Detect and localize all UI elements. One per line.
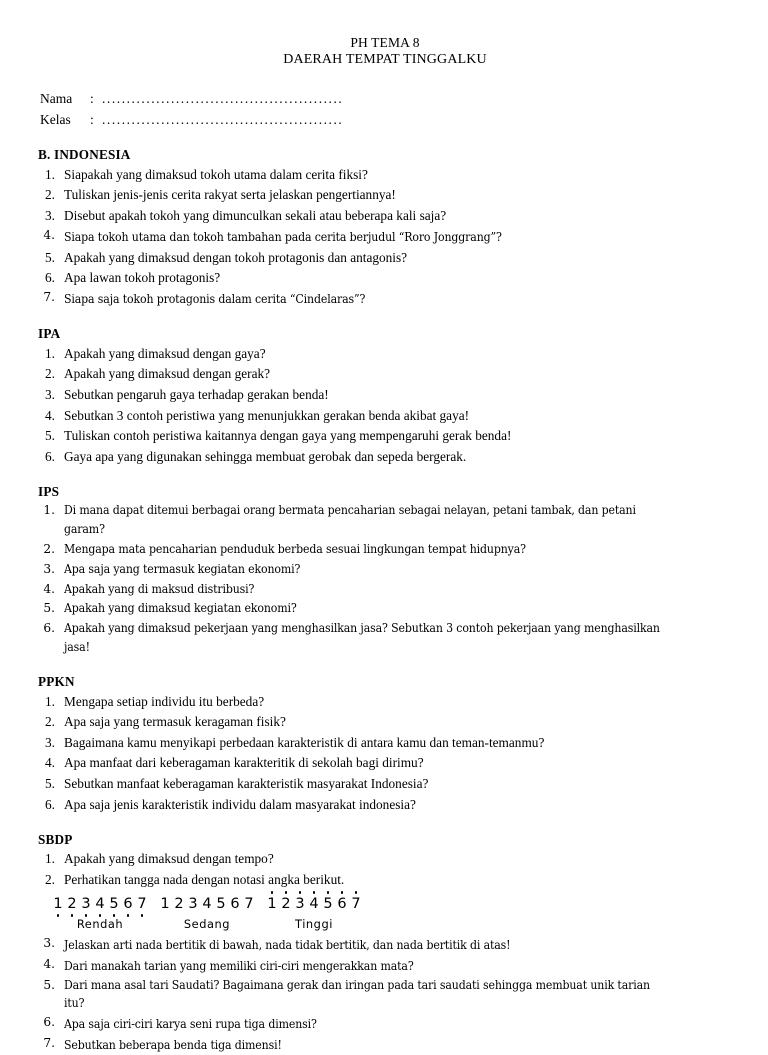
note-digit-value: 5 <box>216 895 226 912</box>
question-number: 6. <box>45 796 55 812</box>
octave-digits <box>159 897 255 912</box>
note-digit-value: 2 <box>174 895 184 912</box>
question-item <box>38 976 732 1013</box>
question-item <box>38 205 732 226</box>
section-title: B. INDONESIA <box>38 147 131 163</box>
question-text <box>64 619 732 656</box>
octave-labels <box>52 917 732 931</box>
note-digit <box>280 897 292 912</box>
note-digit-value: 7 <box>244 895 254 912</box>
question-text <box>64 289 732 309</box>
octave-digits <box>52 897 148 912</box>
question-number: 3. <box>45 734 55 750</box>
octave-dot-below <box>127 914 129 916</box>
question-text: Sebutkan pengaruh gaya terhadap gerakan benda! <box>64 386 329 402</box>
question-item <box>38 226 732 247</box>
question-text <box>64 1035 732 1055</box>
question-text <box>64 560 732 579</box>
note-digit-value: 6 <box>123 895 133 912</box>
section-title: IPA <box>38 326 61 342</box>
question-text: Apakah yang dimaksud dengan tempo? <box>64 851 274 867</box>
question-item <box>38 343 732 364</box>
octave-dot-above <box>285 891 287 893</box>
octave-dot-below <box>113 914 115 916</box>
document-title-line-2: DAERAH TEMPAT TINGGALKU <box>283 52 487 68</box>
note-digit <box>52 897 64 912</box>
question-number: 1. <box>43 503 55 518</box>
question-number: 2. <box>45 366 55 382</box>
question-number: 7. <box>43 289 55 304</box>
question-item <box>38 1034 732 1055</box>
question-number: 4. <box>43 956 55 971</box>
question-item <box>38 794 732 815</box>
identity-colon: : <box>90 91 94 107</box>
octave-dot-above <box>341 891 343 893</box>
question-number: 3. <box>43 935 55 950</box>
octave-dot-below <box>141 914 143 916</box>
note-digit <box>336 897 348 912</box>
note-digit <box>187 897 199 912</box>
note-digit-value: 1 <box>160 895 170 912</box>
note-digit-value: 4 <box>202 895 212 912</box>
section-ips <box>38 484 732 657</box>
octave-label-tinggi: Tinggi <box>295 917 333 932</box>
note-digit-value: 4 <box>95 895 105 912</box>
question-text-inner: Apa saja ciri-ciri karya seni rupa tiga dimensi? <box>64 1016 317 1031</box>
identity-fill-line[interactable]: ................................................. <box>102 91 344 107</box>
note-digit <box>322 897 334 912</box>
question-list <box>38 343 732 467</box>
note-digit <box>229 897 241 912</box>
section-ppkn <box>38 674 732 815</box>
question-text <box>64 227 732 247</box>
question-text <box>64 501 732 538</box>
question-number: 4. <box>45 755 55 771</box>
octave-group-tinggi <box>266 897 362 912</box>
note-digit <box>266 897 278 912</box>
identity-fields <box>40 89 732 130</box>
question-item <box>38 579 732 599</box>
sections-container <box>38 147 732 1055</box>
octave-dot-above <box>271 891 273 893</box>
note-digit-value: 5 <box>323 895 333 912</box>
notation-diagram <box>52 897 732 932</box>
section-title: SBDP <box>38 831 73 847</box>
note-digit-value: 5 <box>109 895 119 912</box>
question-list <box>38 934 732 1055</box>
note-digit <box>243 897 255 912</box>
note-digit <box>66 897 78 912</box>
question-text-inner: Mengapa mata pencaharian penduduk berbeda sesuai lingkungan tempat hidupnya? <box>64 541 526 556</box>
question-text-inner: Jelaskan arti nada bertitik di bawah, nada tidak bertitik, dan nada bertitik di atas! <box>64 937 511 952</box>
question-text-inner: Apakah yang di maksud distribusi? <box>64 581 255 596</box>
question-list <box>38 849 732 890</box>
question-text: Siapakah yang dimaksud tokoh utama dalam cerita fiksi? <box>64 166 368 182</box>
question-number: 4. <box>45 407 55 423</box>
question-number: 4. <box>43 227 55 242</box>
note-digit <box>350 897 362 912</box>
note-digit <box>122 897 134 912</box>
question-item <box>38 384 732 405</box>
identity-label: Kelas <box>40 111 71 127</box>
question-number: 1. <box>45 851 55 867</box>
question-number: 5. <box>43 977 55 992</box>
question-text-inner: Dari manakah tarian yang memiliki ciri-ciri mengerakkan mata? <box>64 958 414 973</box>
section-title: IPS <box>38 483 60 499</box>
question-number: 6. <box>45 270 55 286</box>
note-digit-value: 2 <box>67 895 77 912</box>
question-text-inner: Siapa tokoh utama dan tokoh tambahan pada cerita berjudul “Roro Jonggrang”? <box>64 229 502 244</box>
question-item <box>38 955 732 976</box>
question-item <box>38 691 732 712</box>
question-item <box>38 712 732 733</box>
question-text: Perhatikan tangga nada dengan notasi angka berikut. <box>64 871 345 887</box>
question-list <box>38 164 732 309</box>
question-item <box>38 405 732 426</box>
note-digit <box>94 897 106 912</box>
section-title: PPKN <box>38 674 75 690</box>
question-text: Apakah yang dimaksud dengan gaya? <box>64 345 266 361</box>
octave-group-sedang <box>159 897 255 912</box>
question-item <box>38 773 732 794</box>
question-text: Apa saja yang termasuk keragaman fisik? <box>64 714 286 730</box>
question-text-inner: Di mana dapat ditemui berbagai orang bermata pencaharian sebagai nelayan, petani tambak, dan petani garam? <box>64 503 636 536</box>
note-digit-value: 2 <box>281 895 291 912</box>
question-text <box>64 599 732 618</box>
question-number: 5. <box>45 776 55 792</box>
question-item <box>38 599 732 619</box>
question-number: 5. <box>45 249 55 265</box>
octave-label-rendah: Rendah <box>76 917 124 932</box>
question-item <box>38 185 732 206</box>
note-digit-value: 6 <box>230 895 240 912</box>
question-text: Mengapa setiap individu itu berbeda? <box>64 693 265 709</box>
question-text: Tuliskan jenis-jenis cerita rakyat serta jelaskan pengertiannya! <box>64 187 396 203</box>
question-number: 4. <box>43 581 55 596</box>
question-number: 2. <box>45 714 55 730</box>
question-text: Gaya apa yang digunakan sehingga membuat gerobak dan sepeda bergerak. <box>64 448 467 464</box>
question-item <box>38 164 732 185</box>
question-item <box>38 753 732 774</box>
question-item <box>38 869 732 890</box>
octave-dot-above <box>327 891 329 893</box>
note-digit <box>136 897 148 912</box>
question-item <box>38 934 732 955</box>
note-digit <box>308 897 320 912</box>
identity-row-nama <box>40 89 732 110</box>
question-list <box>38 501 732 657</box>
note-digit-value: 7 <box>351 895 361 912</box>
question-text: Apa lawan tokoh protagonis? <box>64 270 221 286</box>
question-item <box>38 732 732 753</box>
question-number: 5. <box>43 601 55 616</box>
identity-label: Nama <box>40 91 73 107</box>
question-number: 2. <box>43 541 55 556</box>
question-text: Apakah yang dimaksud dengan gerak? <box>64 366 271 382</box>
question-text: Sebutkan manfaat keberagaman karakteristik masyarakat Indonesia? <box>64 776 429 792</box>
octave-dot-below <box>99 914 101 916</box>
question-text: Bagaimana kamu menyikapi perbedaan karakteristik di antara kamu dan teman-temanmu? <box>64 734 545 750</box>
question-number: 3. <box>45 207 55 223</box>
document-header <box>38 34 732 69</box>
question-text-inner: Siapa saja tokoh protagonis dalam cerita “Cindelaras”? <box>64 291 366 306</box>
question-item <box>38 268 732 289</box>
question-item <box>38 619 732 657</box>
question-number: 1. <box>45 345 55 361</box>
note-digit-value: 4 <box>309 895 319 912</box>
note-digit <box>159 897 171 912</box>
note-digit-value: 7 <box>137 895 147 912</box>
note-digit <box>173 897 185 912</box>
octave-dot-below <box>57 914 59 916</box>
question-item <box>38 426 732 447</box>
question-item <box>38 539 732 559</box>
question-item <box>38 446 732 467</box>
octave-label-sedang: Sedang <box>183 917 231 932</box>
octave-dot-above <box>299 891 301 893</box>
question-number: 6. <box>43 1014 55 1029</box>
section-b-indonesia <box>38 147 732 309</box>
note-digit <box>108 897 120 912</box>
question-text-inner: Dari mana asal tari Saudati? Bagaimana gerak dan iringan pada tari saudati sehingga membuat unik tarian itu? <box>64 977 650 1010</box>
question-number: 1. <box>45 693 55 709</box>
note-digit <box>294 897 306 912</box>
question-number: 3. <box>45 386 55 402</box>
question-text-inner: Apakah yang dimaksud kegiatan ekonomi? <box>64 601 297 616</box>
document-title-line-1: PH TEMA 8 <box>350 35 420 50</box>
question-number: 5. <box>45 428 55 444</box>
question-text <box>64 935 732 955</box>
octave-dot-below <box>85 914 87 916</box>
octave-row <box>52 897 732 912</box>
question-text: Apa saja jenis karakteristik individu dalam masyarakat indonesia? <box>64 796 416 812</box>
identity-colon: : <box>90 111 94 127</box>
identity-fill-line[interactable]: ................................................. <box>102 111 344 127</box>
question-item <box>38 288 732 309</box>
note-digit-value: 3 <box>81 895 91 912</box>
question-text: Tuliskan contoh peristiwa kaitannya dengan gaya yang mempengaruhi gerak benda! <box>64 428 512 444</box>
question-number: 1. <box>45 166 55 182</box>
note-digit <box>215 897 227 912</box>
octave-dot-above <box>355 891 357 893</box>
identity-row-kelas <box>40 110 732 131</box>
question-text <box>64 956 732 976</box>
note-digit <box>80 897 92 912</box>
note-digit-value: 6 <box>337 895 347 912</box>
question-text-inner: Apakah yang dimaksud pekerjaan yang menghasilkan jasa? Sebutkan 3 contoh pekerjaan yang menghasilkan jasa! <box>64 621 660 654</box>
question-number: 2. <box>45 871 55 887</box>
note-digit-value: 1 <box>267 895 277 912</box>
note-digit-value: 1 <box>53 895 63 912</box>
question-number: 2. <box>45 187 55 203</box>
question-text: Apakah yang dimaksud dengan tokoh protagonis dan antagonis? <box>64 249 408 265</box>
question-number: 6. <box>45 448 55 464</box>
note-digit-value: 3 <box>295 895 305 912</box>
question-text: Apa manfaat dari keberagaman karakteritik di sekolah bagi dirimu? <box>64 755 424 771</box>
question-text <box>64 580 732 599</box>
question-list <box>38 691 732 815</box>
question-number: 7. <box>43 1035 55 1050</box>
question-item <box>38 364 732 385</box>
section-ipa <box>38 326 732 467</box>
question-text-inner: Sebutkan beberapa benda tiga dimensi! <box>64 1037 282 1052</box>
section-sbdp <box>38 832 732 1055</box>
question-item <box>38 501 732 539</box>
question-number: 6. <box>43 621 55 636</box>
octave-digits <box>266 897 362 912</box>
question-item <box>38 247 732 268</box>
note-digit <box>201 897 213 912</box>
note-digit-value: 3 <box>188 895 198 912</box>
octave-group-rendah <box>52 897 148 912</box>
question-text <box>64 977 732 1013</box>
octave-dot-above <box>313 891 315 893</box>
question-text <box>64 540 732 559</box>
question-text-inner: Apa saja yang termasuk kegiatan ekonomi? <box>64 561 301 576</box>
octave-dot-below <box>71 914 73 916</box>
question-number: 3. <box>43 561 55 576</box>
question-text: Disebut apakah tokoh yang dimunculkan sekali atau beberapa kali saja? <box>64 207 447 223</box>
question-item <box>38 849 732 870</box>
question-item <box>38 559 732 579</box>
question-text: Sebutkan 3 contoh peristiwa yang menunjukkan gerakan benda akibat gaya! <box>64 407 470 423</box>
